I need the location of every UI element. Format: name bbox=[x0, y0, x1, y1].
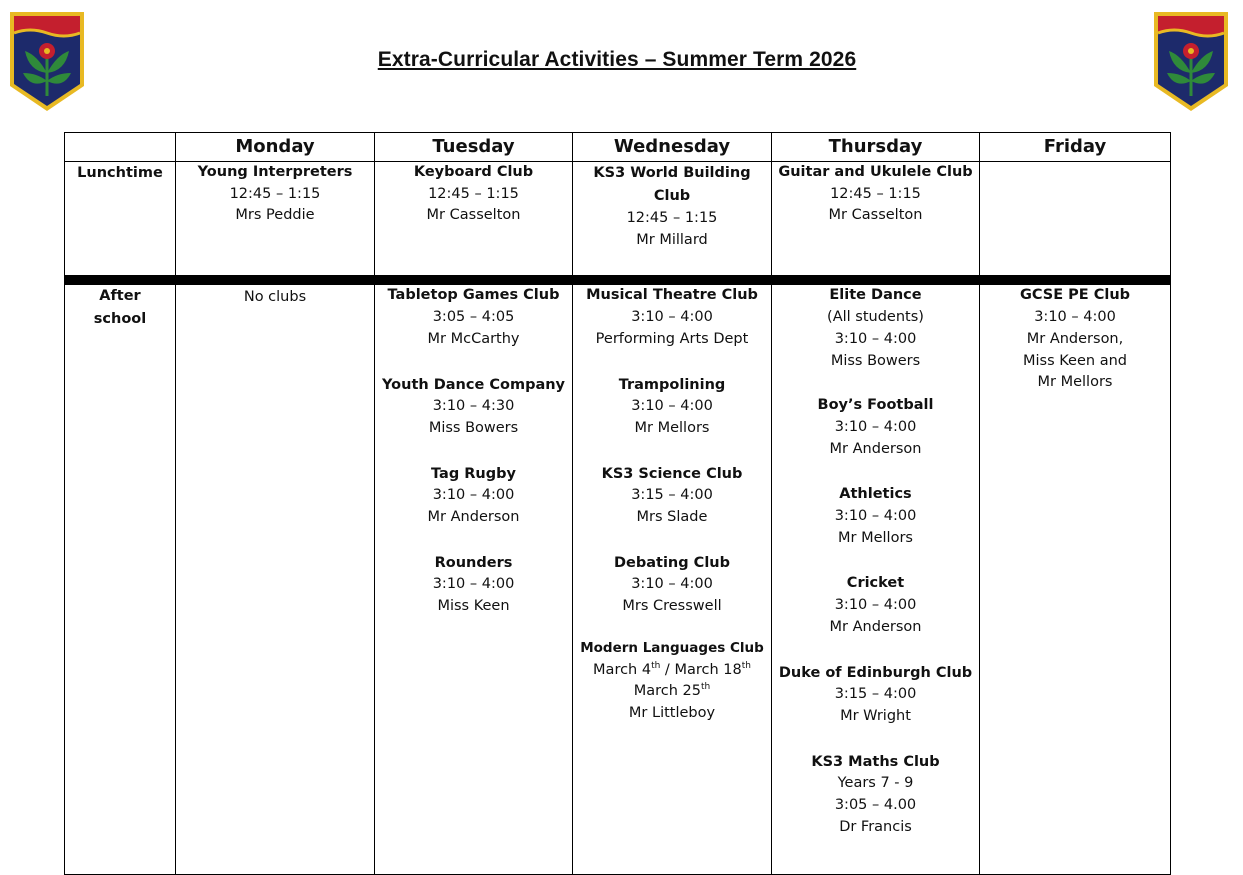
activity-name: KS3 Science Club bbox=[601, 465, 743, 482]
activity-name: Youth Dance Company bbox=[381, 376, 566, 393]
activity-name: Rounders bbox=[434, 554, 513, 571]
timetable bbox=[64, 132, 1171, 875]
activity-teacher: Mrs Slade bbox=[636, 509, 708, 526]
row-label-line: school bbox=[93, 311, 147, 328]
activity-dates bbox=[573, 660, 771, 682]
activity-teacher: Miss Keen and bbox=[1023, 352, 1127, 369]
activity-teacher: Mr Anderson bbox=[427, 509, 520, 526]
activity-name: Athletics bbox=[839, 486, 912, 503]
day-header-tuesday: Tuesday bbox=[375, 133, 573, 162]
activity-time: 12:45 – 1:15 bbox=[626, 210, 718, 226]
lunch-thursday bbox=[772, 162, 980, 276]
activity-time: 3:10 – 4:00 bbox=[631, 398, 713, 415]
day-header-monday: Monday bbox=[176, 133, 375, 162]
activity-name: KS3 World Building Club bbox=[593, 165, 751, 204]
activity-name: Guitar and Ukulele Club bbox=[778, 164, 973, 180]
activity-teacher: Mr Mellors bbox=[838, 529, 913, 546]
lunch-wednesday bbox=[573, 162, 772, 276]
activity-teacher: Dr Francis bbox=[839, 818, 912, 835]
day-header-thursday: Thursday bbox=[772, 133, 980, 162]
activity-name: Tag Rugby bbox=[431, 465, 516, 482]
date-text: March 4 bbox=[593, 661, 652, 678]
activity-teacher: Mr Mellors bbox=[1037, 374, 1113, 391]
activity bbox=[573, 553, 771, 618]
activity-teacher: Mr Casselton bbox=[426, 207, 521, 224]
activity-time: 12:45 – 1:15 bbox=[229, 185, 321, 202]
activity-name: Young Interpreters bbox=[197, 164, 353, 180]
activity-teacher: Mr Millard bbox=[636, 231, 708, 248]
activity-name: GCSE PE Club bbox=[1019, 287, 1131, 304]
activity-name: Debating Club bbox=[614, 554, 730, 571]
activity-teacher: Mr Mellors bbox=[634, 419, 710, 436]
row-separator bbox=[65, 276, 1171, 285]
activity bbox=[573, 375, 771, 440]
activity-teacher: Mr Wright bbox=[840, 707, 911, 724]
activity-teacher: Mr Anderson bbox=[829, 618, 922, 635]
header-row bbox=[65, 133, 1171, 162]
after-school-row bbox=[65, 285, 1171, 875]
date-suffix: th bbox=[701, 682, 711, 693]
activity bbox=[772, 573, 979, 638]
after-monday bbox=[176, 285, 375, 875]
row-label-line: After bbox=[99, 288, 141, 305]
activity bbox=[772, 285, 979, 372]
activity-name: Duke of Edinburgh Club bbox=[778, 664, 973, 681]
date-text: March 25 bbox=[633, 683, 702, 700]
activity-name: Elite Dance bbox=[829, 287, 922, 304]
no-clubs-note: No clubs bbox=[243, 289, 307, 306]
activity-time: 3:10 – 4:00 bbox=[834, 597, 917, 614]
activity-teacher: Miss Keen bbox=[437, 598, 510, 615]
activity-time: 3:10 – 4:00 bbox=[631, 309, 713, 326]
activity bbox=[375, 375, 572, 440]
activity-name: Boy’s Football bbox=[817, 397, 934, 414]
activity-time: 3:10 – 4:00 bbox=[1034, 309, 1116, 326]
lunch-friday bbox=[980, 162, 1171, 276]
after-wednesday bbox=[573, 285, 772, 875]
row-label-lunchtime: Lunchtime bbox=[65, 162, 176, 276]
date-suffix: th bbox=[741, 660, 751, 671]
activity bbox=[573, 285, 771, 350]
activity-time: 3:15 – 4:00 bbox=[834, 686, 917, 703]
activity-teacher: Miss Bowers bbox=[428, 419, 519, 436]
date-separator: / bbox=[660, 661, 675, 678]
activity bbox=[980, 285, 1170, 394]
activity-time: 3:10 – 4:00 bbox=[834, 508, 917, 525]
after-tuesday bbox=[375, 285, 573, 875]
lunch-monday bbox=[176, 162, 375, 276]
activity-name: Modern Languages Club bbox=[580, 639, 764, 656]
activity-time: 3:10 – 4:00 bbox=[432, 487, 515, 504]
activity-time: 12:45 – 1:15 bbox=[830, 185, 921, 202]
activity bbox=[375, 464, 572, 529]
corner-cell bbox=[65, 133, 176, 162]
activity-teacher: Performing Arts Dept bbox=[595, 330, 749, 347]
activity-teacher: Mr McCarthy bbox=[427, 330, 520, 347]
day-header-wednesday: Wednesday bbox=[573, 133, 772, 162]
activity-name: Tabletop Games Club bbox=[387, 287, 560, 304]
activity bbox=[772, 663, 979, 728]
activity bbox=[375, 553, 572, 618]
activity-name: Musical Theatre Club bbox=[586, 287, 758, 304]
activity-name: Cricket bbox=[846, 575, 905, 592]
activity-time: 3:10 – 4:00 bbox=[834, 418, 917, 435]
activity-teacher: Mrs Peddie bbox=[235, 207, 315, 224]
activity-teacher: Mr Casselton bbox=[828, 207, 923, 224]
activity bbox=[573, 464, 771, 529]
activity bbox=[573, 638, 771, 725]
activity-time: 3:10 – 4:30 bbox=[432, 398, 515, 415]
activity-teacher: Mr Anderson bbox=[829, 440, 922, 457]
row-label-after-school bbox=[65, 285, 176, 875]
activity-name: Keyboard Club bbox=[413, 164, 534, 180]
activity bbox=[772, 752, 979, 839]
activity-time: 12:45 – 1:15 bbox=[428, 185, 519, 202]
activity-note: Years 7 - 9 bbox=[837, 775, 914, 792]
activity-teacher: Mrs Cresswell bbox=[622, 598, 722, 615]
activity-name: KS3 Maths Club bbox=[811, 753, 940, 770]
activity-name: Trampolining bbox=[618, 376, 726, 393]
activity-time: 3:15 – 4:00 bbox=[631, 487, 713, 504]
activity-teacher: Mr Anderson, bbox=[1026, 330, 1124, 347]
activity-note: (All students) bbox=[827, 309, 924, 326]
activity bbox=[375, 285, 572, 350]
activity-teacher: Mr Littleboy bbox=[628, 704, 716, 721]
day-header-friday: Friday bbox=[980, 133, 1171, 162]
activity-time: 3:10 – 4:00 bbox=[432, 576, 515, 593]
lunchtime-row bbox=[65, 162, 1171, 276]
activity-teacher: Miss Bowers bbox=[830, 352, 921, 369]
separator-bar bbox=[65, 276, 1171, 285]
activity-time: 3:10 – 4:00 bbox=[631, 576, 713, 593]
after-thursday bbox=[772, 285, 980, 875]
page-title: Extra-Curricular Activities – Summer Term 2026 bbox=[377, 48, 857, 71]
date-suffix: th bbox=[651, 660, 661, 671]
activity bbox=[772, 395, 979, 460]
activity bbox=[772, 484, 979, 549]
activity-time: 3:05 – 4:05 bbox=[432, 309, 515, 326]
activity-time: 3:05 – 4.00 bbox=[834, 797, 917, 814]
after-friday bbox=[980, 285, 1171, 875]
activity-dates bbox=[573, 681, 771, 703]
activity-time: 3:10 – 4:00 bbox=[834, 330, 917, 347]
lunch-tuesday bbox=[375, 162, 573, 276]
date-text: March 18 bbox=[674, 661, 742, 678]
